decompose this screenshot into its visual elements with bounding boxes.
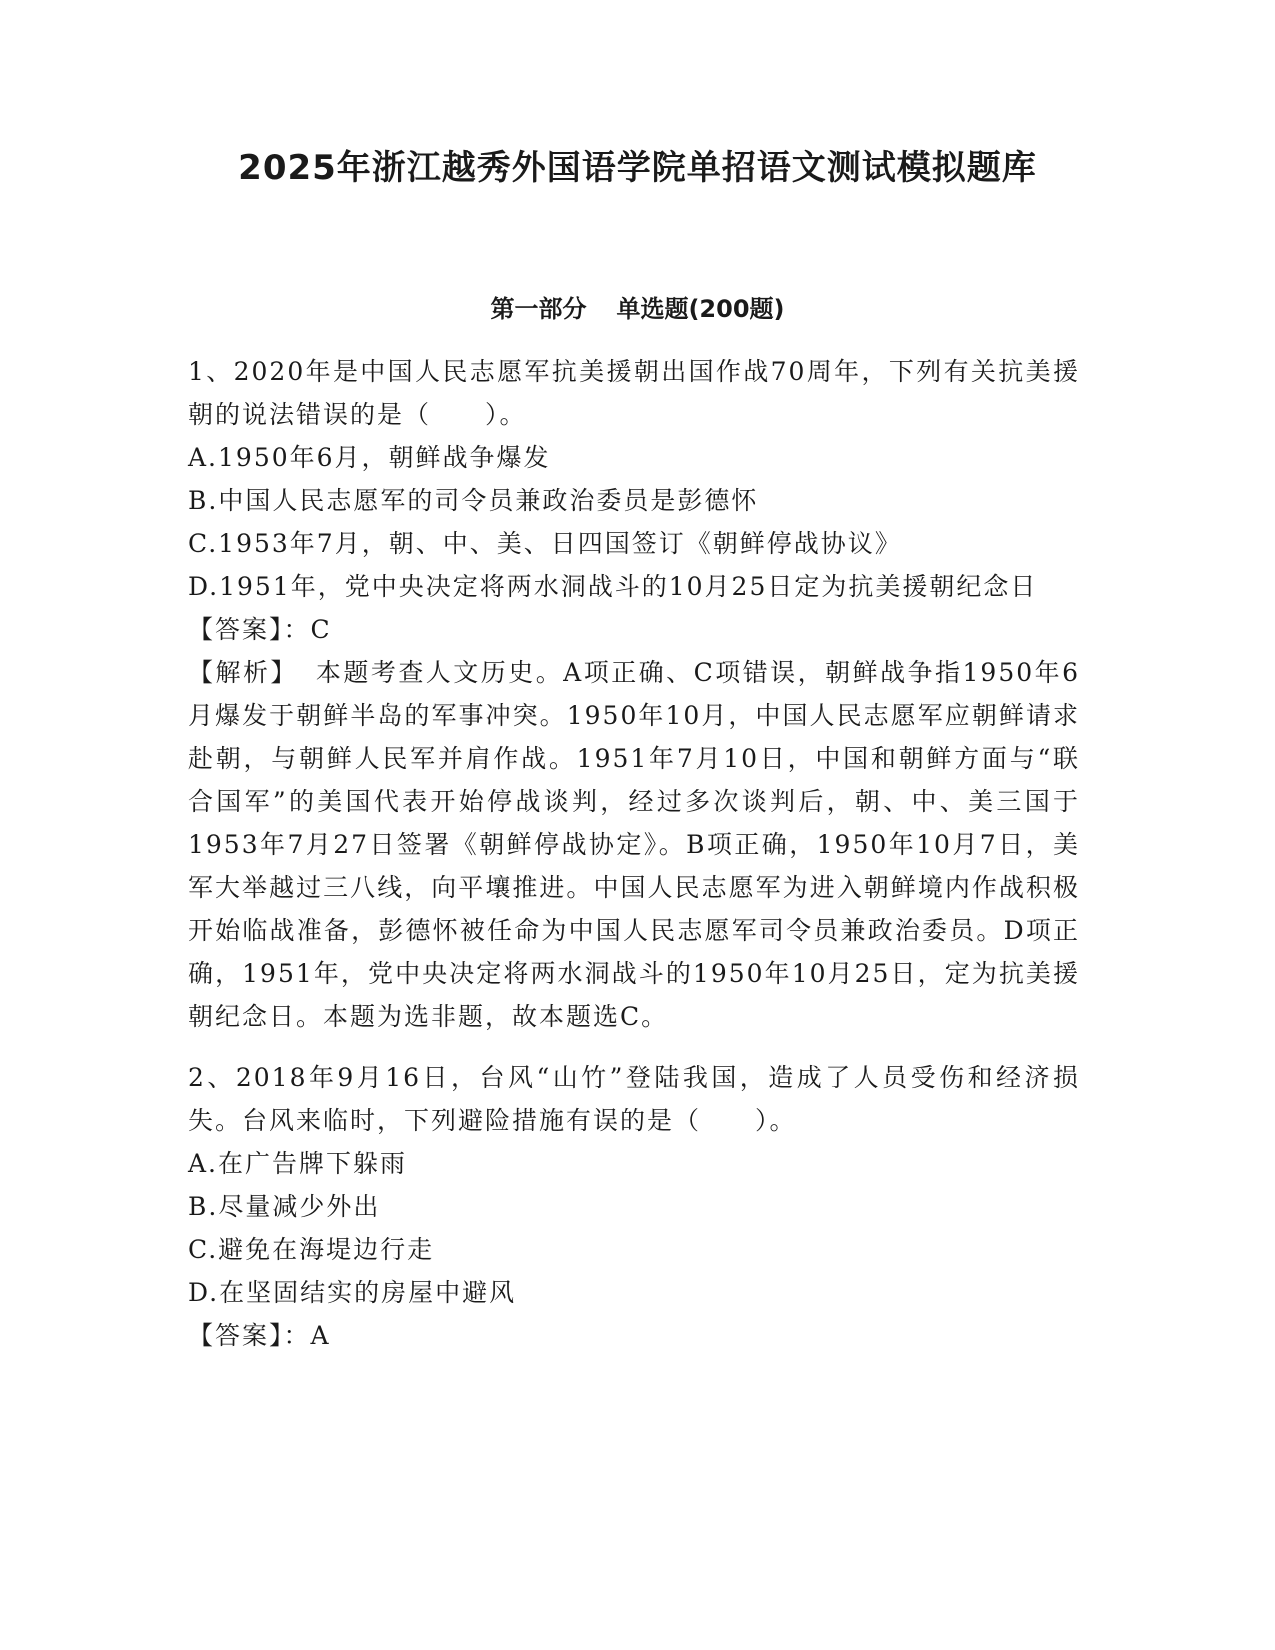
section-name: 单选题(200题) xyxy=(616,295,785,323)
option-d: D.1951年，党中央决定将两水洞战斗的10月25日定为抗美援朝纪念日 xyxy=(188,572,1038,601)
section-heading xyxy=(0,292,1275,326)
question-1 xyxy=(188,350,1080,1038)
option-a: A.在广告牌下躲雨 xyxy=(188,1149,408,1178)
analysis-label: 【解析】 xyxy=(188,658,298,687)
option-c: C.1953年7月，朝、中、美、日四国签订《朝鲜停战协议》 xyxy=(188,529,902,558)
option-c: C.避免在海堤边行走 xyxy=(188,1235,435,1264)
option-b: B.中国人民志愿军的司令员兼政治委员是彭德怀 xyxy=(188,486,759,515)
section-part: 第一部分 xyxy=(490,295,587,323)
question-list xyxy=(188,350,1080,1375)
option-a: A.1950年6月，朝鲜战争爆发 xyxy=(188,443,551,472)
answer: 【答案】：A xyxy=(188,1321,331,1350)
analysis xyxy=(188,651,1080,1038)
option-d: D.在坚固结实的房屋中避风 xyxy=(188,1278,517,1307)
page-title: 2025年浙江越秀外国语学院单招语文测试模拟题库 xyxy=(238,148,1037,188)
question-stem: 1、2020年是中国人民志愿军抗美援朝出国作战70周年，下列有关抗美援朝的说法错误的是（ ）。 xyxy=(188,357,1080,429)
answer: 【答案】：C xyxy=(188,615,332,644)
question-stem: 2、2018年9月16日，台风“山竹”登陆我国，造成了人员受伤和经济损失。台风来临时，下列避险措施有误的是（ ）。 xyxy=(188,1063,1080,1135)
option-b: B.尽量减少外出 xyxy=(188,1192,381,1221)
question-2 xyxy=(188,1056,1080,1357)
analysis-text: 本题考查人文历史。A项正确、C项错误，朝鲜战争指1950年6月爆发于朝鲜半岛的军事冲突。1950年10月，中国人民志愿军应朝鲜请求赴朝，与朝鲜人民军并肩作战。1951年7月10日，中国和朝鲜方面与“联合国军”的美国代表开始停战谈判，经过多次谈判后，朝、中、美三国于1953年7月27日签署《朝鲜停战协定》。B项正确，1950年10月7日，美军大举越过三八线，向平壤推进。中国人民志愿军为进入朝鲜境内作战积极开始临战准备，彭德怀被任命为中国人民志愿军司令员兼政治委员。D项正确，1951年，党中央决定将两水洞战斗的1950年10月25日，定为抗美援朝纪念日。本题为选非题，故本题选C。 xyxy=(188,658,1080,1031)
